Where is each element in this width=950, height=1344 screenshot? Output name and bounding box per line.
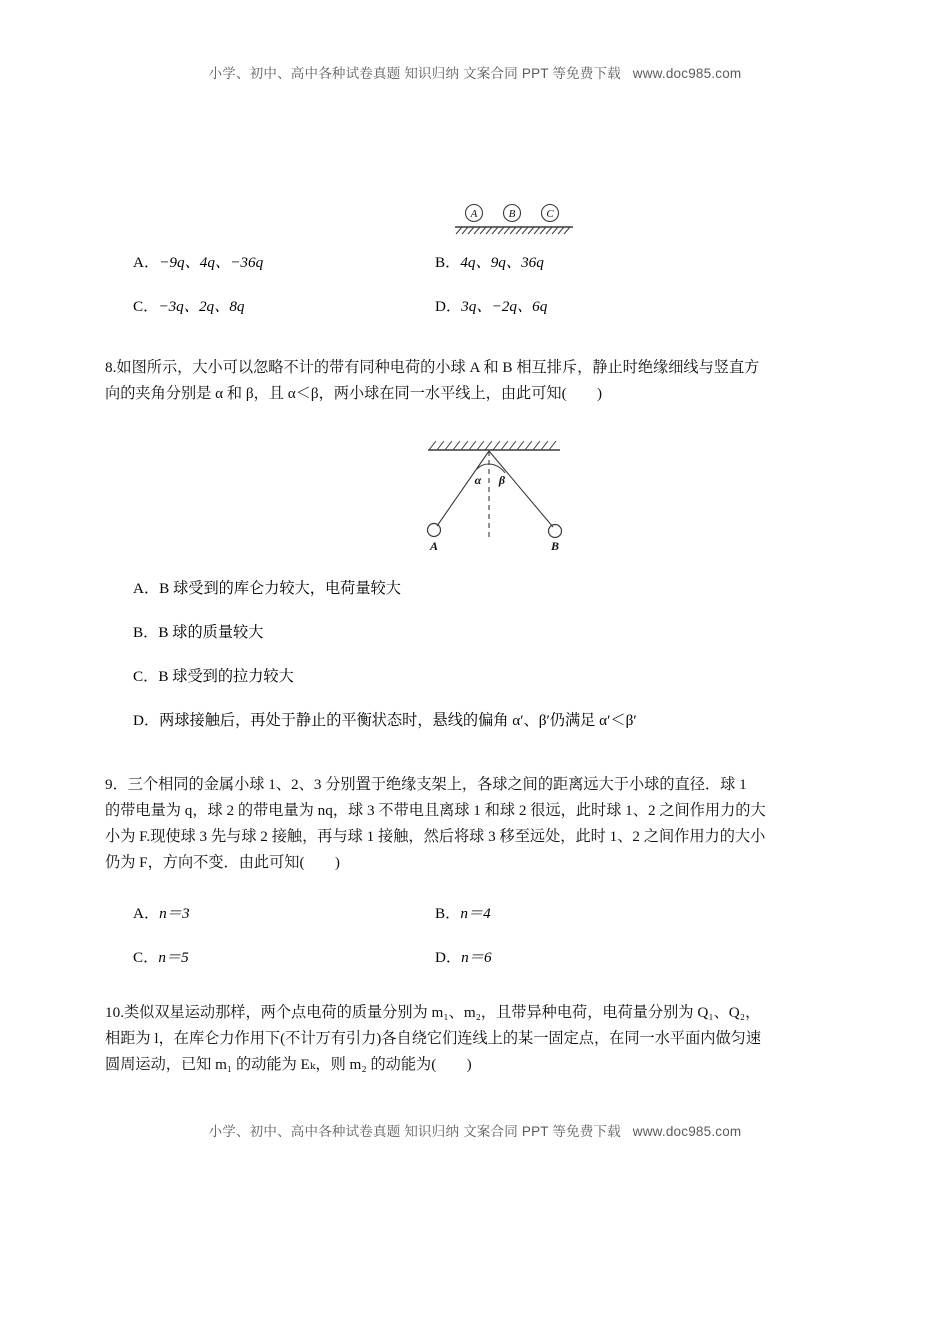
question8-line1 bbox=[105, 355, 829, 381]
question8-options bbox=[105, 578, 829, 754]
figure-three-balls-on-ground bbox=[445, 195, 585, 240]
q9-option-d[interactable] bbox=[435, 947, 492, 969]
question10-line2: 相距为 l，在库仑力作用下(不计万有引力)各自绕它们连线上的某一固定点，在同一水平面内做匀速 bbox=[105, 1030, 762, 1047]
q8-option-d[interactable] bbox=[133, 710, 637, 732]
figure-label-a: A bbox=[470, 208, 478, 220]
q8-option-a-label: A． bbox=[133, 580, 160, 597]
option-b-text: 4q、9q、36q bbox=[460, 254, 544, 271]
option-row-d bbox=[105, 710, 829, 754]
question-10 bbox=[105, 1000, 829, 1078]
watermark-footer: 小学、初中、高中各种试卷真题 知识归纳 文案合同 PPT 等免费下载 www.doc985.com bbox=[208, 1124, 742, 1139]
option-row-c bbox=[105, 666, 829, 710]
q9-option-c-label: C． bbox=[133, 949, 159, 966]
q8-option-b-label: B． bbox=[133, 624, 159, 641]
question9-body1: 三个相同的金属小球 1、2、3 分别置于绝缘支架上，各球之间的距离远大于小球的直径．球 1 bbox=[127, 776, 747, 793]
option-d-label: D． bbox=[435, 298, 462, 315]
figure-two-suspended-balls bbox=[415, 428, 585, 556]
option-row-cd bbox=[105, 947, 829, 991]
option-row-ab bbox=[105, 903, 829, 947]
q9-option-b-text: n＝4 bbox=[460, 905, 491, 922]
question9-line2: 的带电量为 q，球 2 的带电量为 nq，球 3 不带电且离球 1 和球 2 很远，此时球 1、2 之间作用力的大 bbox=[105, 802, 766, 819]
q9-option-c-text: n＝5 bbox=[158, 949, 189, 966]
question10-number: 10. bbox=[105, 1004, 124, 1021]
figure-pendulum-label-b: B bbox=[550, 539, 560, 553]
option-b-label: B． bbox=[435, 254, 461, 271]
option-row-b bbox=[105, 622, 829, 666]
option-row-cd bbox=[105, 296, 829, 340]
q8-option-b-text: B 球的质量较大 bbox=[158, 624, 264, 641]
q8-option-c-text: B 球受到的拉力较大 bbox=[158, 668, 294, 685]
watermark-header: 小学、初中、高中各种试卷真题 知识归纳 文案合同 PPT 等免费下载 www.doc985.com bbox=[208, 66, 742, 81]
option-b[interactable] bbox=[435, 252, 544, 274]
question9-number: 9． bbox=[105, 776, 128, 793]
figure-angle-beta: β bbox=[498, 473, 506, 487]
question8-number: 8. bbox=[105, 359, 117, 376]
question8-line2: 向的夹角分别是 α 和 β，且 α＜β，两小球在同一水平线上，由此可知( ) bbox=[105, 385, 603, 402]
q8-option-c-label: C． bbox=[133, 668, 159, 685]
q9-option-c[interactable] bbox=[133, 947, 189, 969]
option-d-text: 3q、−2q、6q bbox=[461, 298, 548, 315]
q8-option-d-text: 两球接触后，再处于静止的平衡状态时，悬线的偏角 α′、β′仍满足 α′＜β′ bbox=[159, 712, 637, 729]
option-c-text: −3q、2q、8q bbox=[158, 298, 245, 315]
question8-body1: 如图所示，大小可以忽略不计的带有同种电荷的小球 A 和 B 相互排斥，静止时绝缘细线与竖直方 bbox=[116, 359, 760, 376]
option-c-label: C． bbox=[133, 298, 159, 315]
q8-option-a[interactable] bbox=[133, 578, 401, 600]
question10-line1 bbox=[105, 1000, 829, 1026]
question7-options bbox=[105, 252, 829, 340]
option-d[interactable] bbox=[435, 296, 547, 318]
q9-option-d-text: n＝6 bbox=[461, 949, 492, 966]
question9-options bbox=[105, 903, 829, 991]
q8-option-c[interactable] bbox=[133, 666, 294, 688]
option-a[interactable] bbox=[133, 252, 263, 274]
q8-option-a-text: B 球受到的库仑力较大，电荷量较大 bbox=[159, 580, 401, 597]
question-9 bbox=[105, 772, 829, 876]
option-a-text: −9q、4q、−36q bbox=[159, 254, 264, 271]
question9-line3: 小为 F.现使球 3 先与球 2 接触，再与球 1 接触，然后将球 3 移至远处，此时 1、2 之间作用力的大小 bbox=[105, 828, 766, 845]
question9-line1 bbox=[105, 772, 829, 798]
option-row-ab bbox=[105, 252, 829, 296]
figure-label-b: B bbox=[508, 208, 516, 220]
question10-body1: 类似双星运动那样，两个点电荷的质量分别为 m₁、m₂，且带异种电荷，电荷量分别为 Q₁、Q₂， bbox=[123, 1004, 761, 1021]
option-row-a bbox=[105, 578, 829, 622]
q9-option-b-label: B． bbox=[435, 905, 461, 922]
q9-option-d-label: D． bbox=[435, 949, 462, 966]
question9-line4: 仍为 F，方向不变．由此可知( ) bbox=[105, 854, 340, 871]
figure-pendulum-label-a: A bbox=[429, 539, 439, 553]
question-8 bbox=[105, 355, 829, 407]
q9-option-b[interactable] bbox=[435, 903, 491, 925]
option-c[interactable] bbox=[133, 296, 245, 318]
question10-line3: 圆周运动，已知 m₁ 的动能为 Eₖ，则 m₂ 的动能为( ) bbox=[105, 1056, 472, 1073]
figure-label-c: C bbox=[546, 208, 554, 220]
q9-option-a-text: n＝3 bbox=[159, 905, 190, 922]
q9-option-a-label: A． bbox=[133, 905, 160, 922]
q8-option-d-label: D． bbox=[133, 712, 160, 729]
q8-option-b[interactable] bbox=[133, 622, 263, 644]
q9-option-a[interactable] bbox=[133, 903, 190, 925]
option-a-label: A． bbox=[133, 254, 160, 271]
figure-angle-alpha: α bbox=[474, 473, 482, 487]
